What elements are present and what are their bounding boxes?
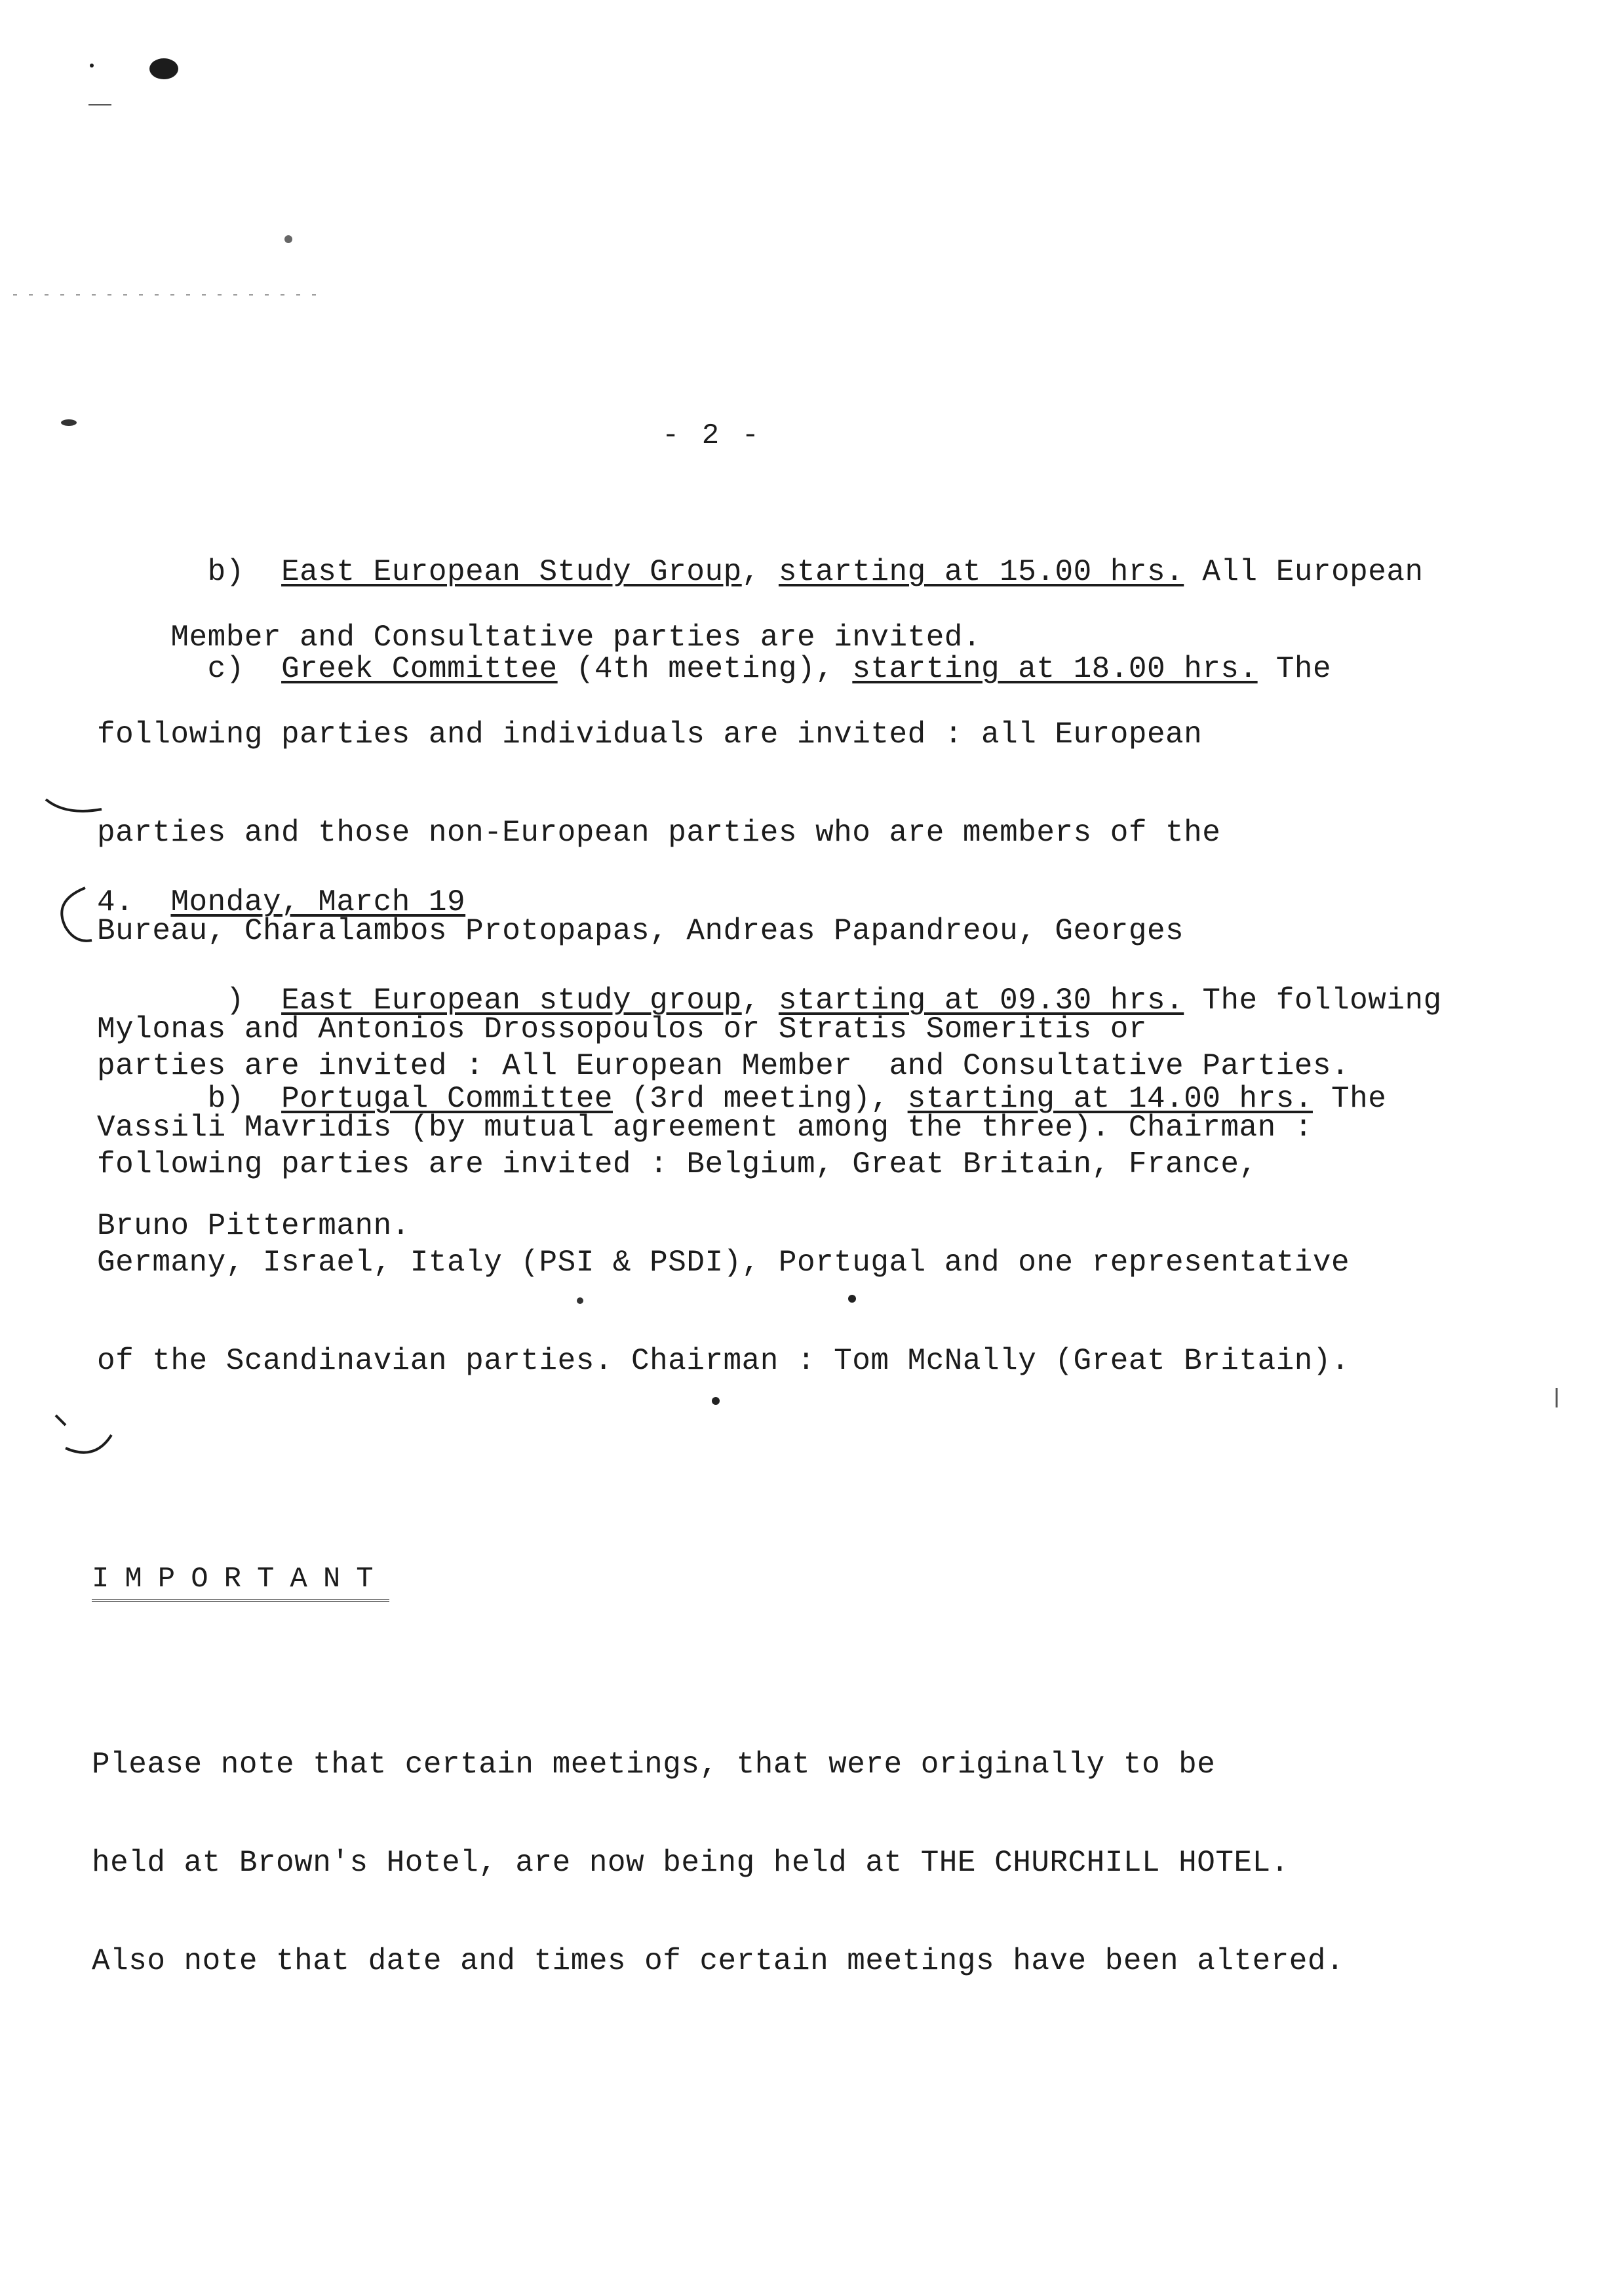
- item-text-line: Germany, Israel, Italy (PSI & PSDI), Portugal and one representative: [97, 1246, 1350, 1280]
- meeting-text: The following: [1184, 984, 1442, 1018]
- meeting-time: starting at 14.00 hrs.: [907, 1082, 1313, 1116]
- page-number: - 2 -: [662, 419, 762, 452]
- meeting-title: East European Study Group: [281, 555, 742, 589]
- meeting-time: starting at 15.00 hrs.: [778, 555, 1184, 589]
- meeting-separator: (4th meeting),: [557, 652, 853, 686]
- agenda-item-portugal-committee: [97, 984, 1447, 1443]
- ink-blot-mark: [79, 46, 197, 124]
- scan-dots-mark: [0, 223, 1615, 432]
- item-text-line: Bruno Pittermann.: [97, 1209, 410, 1243]
- item-label: b): [207, 555, 244, 589]
- item-label: b): [207, 1082, 244, 1116]
- item-text-line: following parties and individuals are invited : all European: [97, 718, 1203, 752]
- meeting-separator: ,: [741, 555, 779, 589]
- item-text-line: following parties are invited : Belgium, Great Britain, France,: [97, 1147, 1258, 1181]
- meeting-separator: ,: [741, 984, 779, 1018]
- notice-line: Also note that date and times of certain meetings have been altered.: [92, 1944, 1345, 1978]
- notice-line: held at Brown's Hotel, are now being held at THE CHURCHILL HOTEL.: [92, 1846, 1289, 1880]
- item-label: ): [207, 984, 244, 1018]
- important-heading: IMPORTANT: [92, 1563, 389, 1602]
- section-title: Monday, March 19: [170, 885, 466, 919]
- item-text-line: Mylonas and Antonios Drossopoulos or Stratis Someritis or: [97, 1012, 1147, 1046]
- notice-line: Please note that certain meetings, that were originally to be: [92, 1748, 1216, 1782]
- meeting-title: Greek Committee: [281, 652, 558, 686]
- item-text-line: of the Scandinavian parties. Chairman : Tom McNally (Great Britain).: [97, 1344, 1350, 1378]
- meeting-text: The: [1312, 1082, 1387, 1116]
- section-number: 4.: [97, 885, 134, 919]
- meeting-separator: (3rd meeting),: [612, 1082, 908, 1116]
- item-text-line: Vassili Mavridis (by mutual agreement among the three). Chairman :: [97, 1111, 1313, 1145]
- item-text-line: parties and those non-European parties who are members of the: [97, 816, 1221, 850]
- meeting-title: Portugal Committee: [281, 1082, 613, 1116]
- item-label: c): [207, 652, 244, 686]
- pencil-bracket-mark: [46, 881, 98, 953]
- meeting-text: All European: [1184, 555, 1424, 589]
- item-text-line: Member and Consultative parties are invited.: [170, 621, 982, 655]
- meeting-time: starting at 09.30 hrs.: [778, 984, 1184, 1018]
- meeting-time: starting at 18.00 hrs.: [852, 652, 1258, 686]
- item-text-line: parties are invited : All European Member and Consultative Parties.: [97, 1049, 1350, 1083]
- meeting-text: The: [1257, 652, 1332, 686]
- important-notice: [92, 1683, 1442, 2043]
- meeting-title: East European study group: [281, 984, 742, 1018]
- item-text-line: Bureau, Charalambos Protopapas, Andreas Papandreou, Georges: [97, 914, 1184, 948]
